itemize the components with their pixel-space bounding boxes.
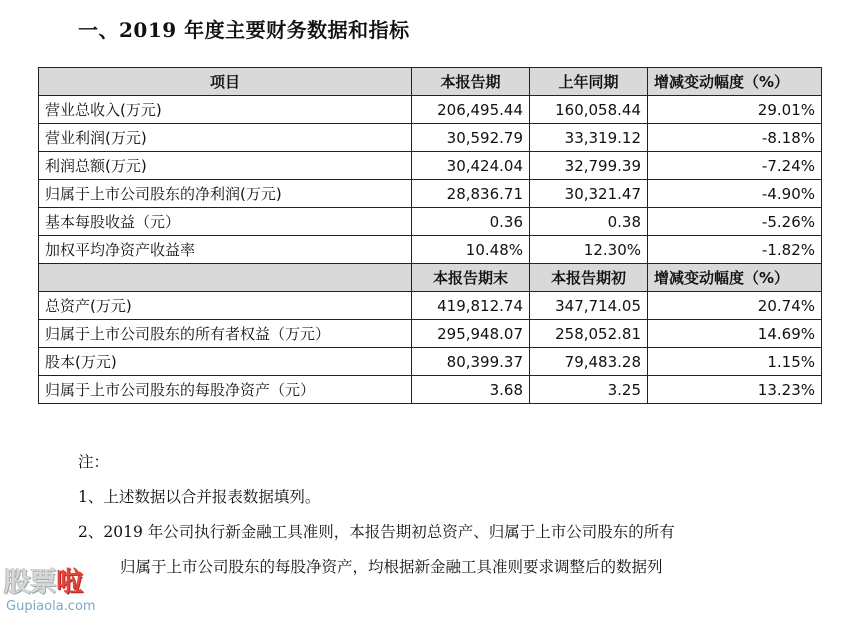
table-row xyxy=(39,320,822,348)
prior-value: 30,321.47 xyxy=(530,180,648,208)
prior-value: 0.38 xyxy=(530,208,648,236)
table-row xyxy=(39,180,822,208)
period-end-value: 3.68 xyxy=(412,376,530,404)
table-row xyxy=(39,208,822,236)
change-value: 13.23% xyxy=(648,376,822,404)
period-start-value: 347,714.05 xyxy=(530,292,648,320)
current-value: 30,424.04 xyxy=(412,152,530,180)
period-end-value: 295,948.07 xyxy=(412,320,530,348)
period-start-value: 79,483.28 xyxy=(530,348,648,376)
change-value: 14.69% xyxy=(648,320,822,348)
current-value: 28,836.71 xyxy=(412,180,530,208)
period-end-value: 419,812.74 xyxy=(412,292,530,320)
row-label: 营业总收入(万元) xyxy=(39,96,412,124)
prior-value: 33,319.12 xyxy=(530,124,648,152)
note-line: 1、上述数据以合并报表数据填列。 xyxy=(78,488,321,506)
table-row xyxy=(39,236,822,264)
note-line: 归属于上市公司股东的每股净资产，均根据新金融工具准则要求调整后的数据列 xyxy=(120,558,663,576)
change-value: -4.90% xyxy=(648,180,822,208)
notes-section xyxy=(78,445,838,585)
column-header-current-period: 本报告期 xyxy=(412,68,530,96)
current-value: 10.48% xyxy=(412,236,530,264)
table-row xyxy=(39,152,822,180)
change-value: -5.26% xyxy=(648,208,822,236)
prior-value: 32,799.39 xyxy=(530,152,648,180)
change-value: -7.24% xyxy=(648,152,822,180)
column-header-blank xyxy=(39,264,412,292)
row-label: 基本每股收益（元） xyxy=(39,208,412,236)
table-header-row xyxy=(39,68,822,96)
watermark-char: 啦 xyxy=(56,567,82,598)
row-label: 总资产(万元) xyxy=(39,292,412,320)
current-value: 0.36 xyxy=(412,208,530,236)
period-start-value: 3.25 xyxy=(530,376,648,404)
table-row xyxy=(39,96,822,124)
column-header-period-start: 本报告期初 xyxy=(530,264,648,292)
current-value: 206,495.44 xyxy=(412,96,530,124)
change-value: 20.74% xyxy=(648,292,822,320)
change-value: -1.82% xyxy=(648,236,822,264)
period-end-value: 80,399.37 xyxy=(412,348,530,376)
watermark-brand-en: Gupiaola.com xyxy=(6,599,96,614)
table-row xyxy=(39,124,822,152)
row-label: 营业利润(万元) xyxy=(39,124,412,152)
watermark-char: 股 xyxy=(4,567,30,598)
column-header-change: 增减变动幅度（%） xyxy=(648,264,822,292)
prior-value: 160,058.44 xyxy=(530,96,648,124)
watermark-logo xyxy=(2,560,120,618)
notes-title: 注： xyxy=(78,453,110,471)
change-value: 29.01% xyxy=(648,96,822,124)
watermark-char: 票 xyxy=(30,567,56,598)
table-row xyxy=(39,348,822,376)
column-header-period-end: 本报告期末 xyxy=(412,264,530,292)
section-heading: 一、2019 年度主要财务数据和指标 xyxy=(78,18,410,42)
row-label: 利润总额(万元) xyxy=(39,152,412,180)
prior-value: 12.30% xyxy=(530,236,648,264)
row-label: 股本(万元) xyxy=(39,348,412,376)
change-value: 1.15% xyxy=(648,348,822,376)
row-label: 归属于上市公司股东的净利润(万元) xyxy=(39,180,412,208)
current-value: 30,592.79 xyxy=(412,124,530,152)
note-line: 2、2019 年公司执行新金融工具准则，本报告期初总资产、归属于上市公司股东的所有 xyxy=(78,523,675,541)
row-label: 加权平均净资产收益率 xyxy=(39,236,412,264)
table-row xyxy=(39,376,822,404)
watermark-brand-zh xyxy=(4,560,82,599)
row-label: 归属于上市公司股东的每股净资产（元） xyxy=(39,376,412,404)
period-start-value: 258,052.81 xyxy=(530,320,648,348)
financial-data-table xyxy=(38,67,822,404)
column-header-item: 项目 xyxy=(39,68,412,96)
column-header-change: 增减变动幅度（%） xyxy=(648,68,822,96)
change-value: -8.18% xyxy=(648,124,822,152)
row-label: 归属于上市公司股东的所有者权益（万元） xyxy=(39,320,412,348)
column-header-prior-period: 上年同期 xyxy=(530,68,648,96)
table-row xyxy=(39,292,822,320)
table-subheader-row xyxy=(39,264,822,292)
